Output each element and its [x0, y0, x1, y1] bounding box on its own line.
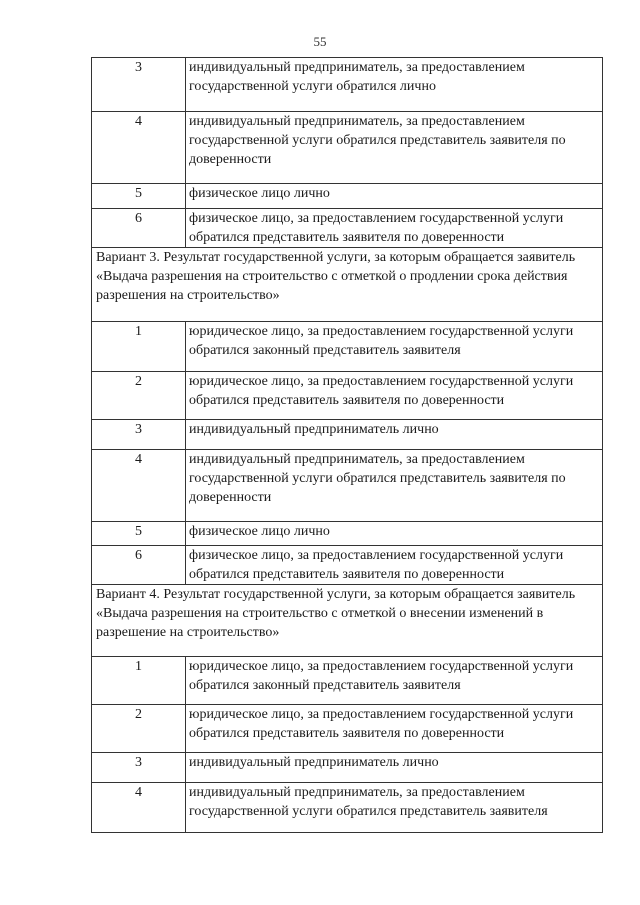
row-number: 3 — [92, 58, 186, 112]
row-number: 6 — [92, 546, 186, 585]
table-row — [92, 112, 603, 184]
row-description: индивидуальный предприниматель лично — [186, 753, 603, 783]
row-description: индивидуальный предприниматель, за предоставлением государственной услуги обратился представитель заявителя — [186, 783, 603, 833]
variant-row — [92, 248, 603, 322]
page-number: 55 — [313, 34, 327, 49]
table-row — [92, 546, 603, 585]
row-description: индивидуальный предприниматель, за предоставлением государственной услуги обратился представитель заявителя по доверенности — [186, 450, 603, 522]
row-description: физическое лицо лично — [186, 522, 603, 546]
row-number: 5 — [92, 522, 186, 546]
table-row — [92, 184, 603, 209]
row-number: 4 — [92, 450, 186, 522]
row-number: 5 — [92, 184, 186, 209]
row-number: 4 — [92, 112, 186, 184]
row-description: индивидуальный предприниматель лично — [186, 420, 603, 450]
row-number: 2 — [92, 705, 186, 753]
row-number: 1 — [92, 322, 186, 372]
row-number: 6 — [92, 209, 186, 248]
variant-heading: Вариант 4. Результат государственной услуги, за которым обращается заявитель «Выдача разрешения на строительство с отметкой о внесении изменений в разрешение на строительство» — [92, 585, 603, 657]
table-row — [92, 705, 603, 753]
row-description: физическое лицо лично — [186, 184, 603, 209]
table-row — [92, 58, 603, 112]
applicant-variants-table — [91, 57, 603, 833]
table-row — [92, 657, 603, 705]
table-row — [92, 372, 603, 420]
table-row — [92, 783, 603, 833]
table-row — [92, 522, 603, 546]
row-description: юридическое лицо, за предоставлением государственной услуги обратился представитель заявителя по доверенности — [186, 372, 603, 420]
variant-heading: Вариант 3. Результат государственной услуги, за которым обращается заявитель «Выдача разрешения на строительство с отметкой о продлении срока действия разрешения на строительство» — [92, 248, 603, 322]
table-row — [92, 420, 603, 450]
row-description: юридическое лицо, за предоставлением государственной услуги обратился законный представитель заявителя — [186, 322, 603, 372]
row-description: физическое лицо, за предоставлением государственной услуги обратился представитель заявителя по доверенности — [186, 209, 603, 248]
table-row — [92, 450, 603, 522]
row-number: 4 — [92, 783, 186, 833]
row-description: физическое лицо, за предоставлением государственной услуги обратился представитель заявителя по доверенности — [186, 546, 603, 585]
variant-row — [92, 585, 603, 657]
row-number: 1 — [92, 657, 186, 705]
row-number: 3 — [92, 420, 186, 450]
row-number: 3 — [92, 753, 186, 783]
row-description: индивидуальный предприниматель, за предоставлением государственной услуги обратился представитель заявителя по доверенности — [186, 112, 603, 184]
row-description: индивидуальный предприниматель, за предоставлением государственной услуги обратился лично — [186, 58, 603, 112]
table-row — [92, 322, 603, 372]
row-description: юридическое лицо, за предоставлением государственной услуги обратился представитель заявителя по доверенности — [186, 705, 603, 753]
table-row — [92, 753, 603, 783]
row-description: юридическое лицо, за предоставлением государственной услуги обратился законный представитель заявителя — [186, 657, 603, 705]
table-row — [92, 209, 603, 248]
row-number: 2 — [92, 372, 186, 420]
